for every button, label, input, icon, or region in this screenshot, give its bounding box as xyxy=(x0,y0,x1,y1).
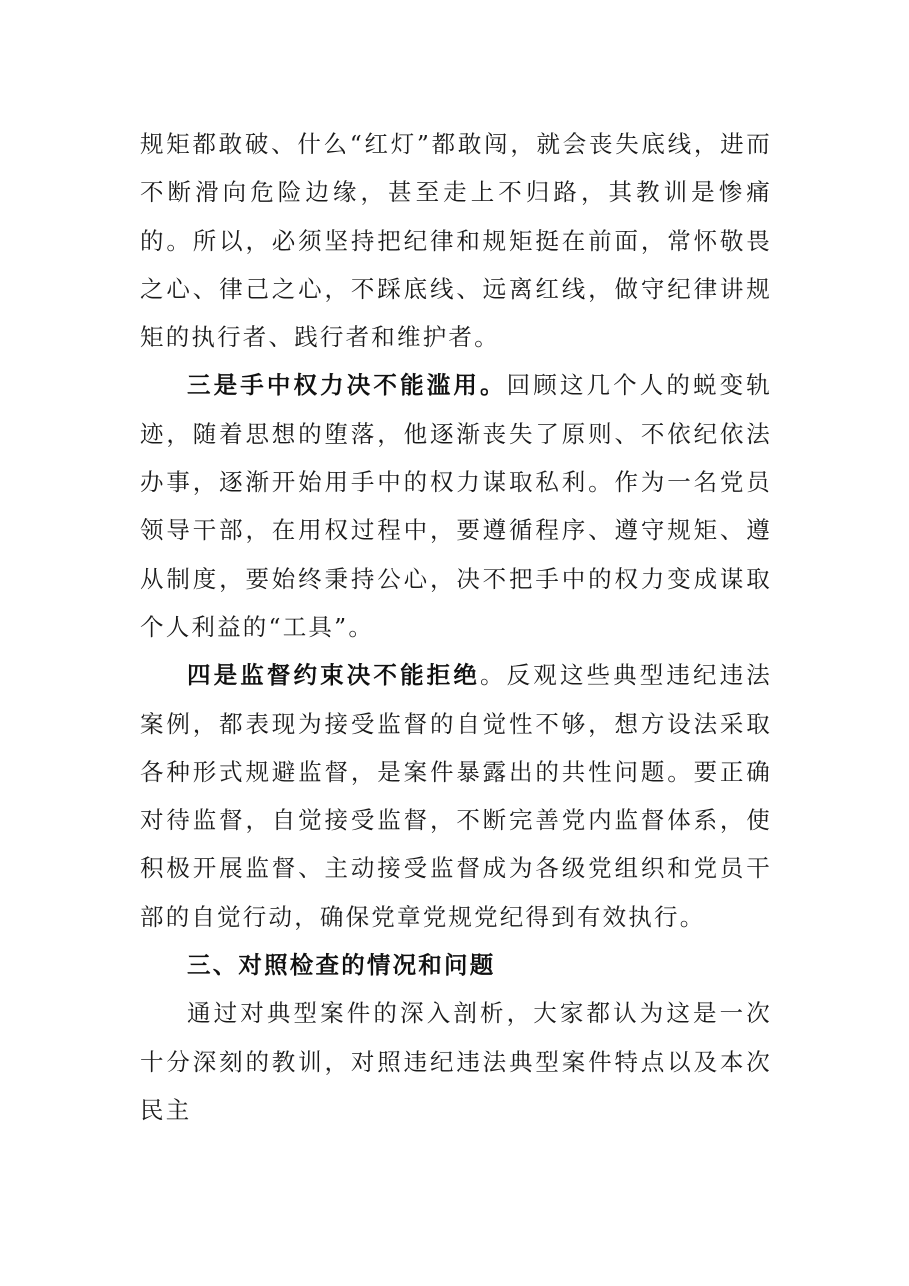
paragraph-closing xyxy=(140,989,772,1134)
paragraph-supervision xyxy=(140,651,772,941)
paragraph-text: 规矩都敢破、什么“红灯”都敢闯，就会丧失底线，进而不断滑向危险边缘，甚至走上不归路，其教训是惨痛的。所以，必须坚持把纪律和规矩挺在前面，常怀敬畏之心、律己之心，不踩底线、远离红线，做守纪律讲规矩的执行者、践行者和维护者。 xyxy=(140,130,772,352)
paragraph-lead: 四是监督约束决不能拒绝 xyxy=(187,661,480,690)
paragraph-discipline xyxy=(140,120,772,361)
paragraph-text: 通过对典型案件的深入剖析，大家都认为这是一次十分深刻的教训，对照违纪违法典型案件特点以及本次民主 xyxy=(140,999,772,1124)
document-body xyxy=(140,120,772,1134)
paragraph-lead: 三是手中权力决不能滥用。 xyxy=(187,371,507,400)
section-heading: 三、对照检查的情况和问题 xyxy=(187,951,496,980)
paragraph-power xyxy=(140,361,772,651)
paragraph-text: 回顾这几个人的蜕变轨迹，随着思想的堕落，他逐渐丧失了原则、不依纪依法办事，逐渐开始用手中的权力谋取私利。作为一名党员领导干部，在用权过程中，要遵循程序、遵守规矩、遵从制度，要始终秉持公心，决不把手中的权力变成谋取个人利益的“工具”。 xyxy=(140,371,773,641)
paragraph-text: 。反观这些典型违纪违法案例，都表现为接受监督的自觉性不够，想方设法采取各种形式规避监督，是案件暴露出的共性问题。要正确对待监督，自觉接受监督，不断完善党内监督体系，使积极开展监督、主动接受监督成为各级党组织和党员干部的自觉行动，确保党章党规党纪得到有效执行。 xyxy=(140,661,772,931)
